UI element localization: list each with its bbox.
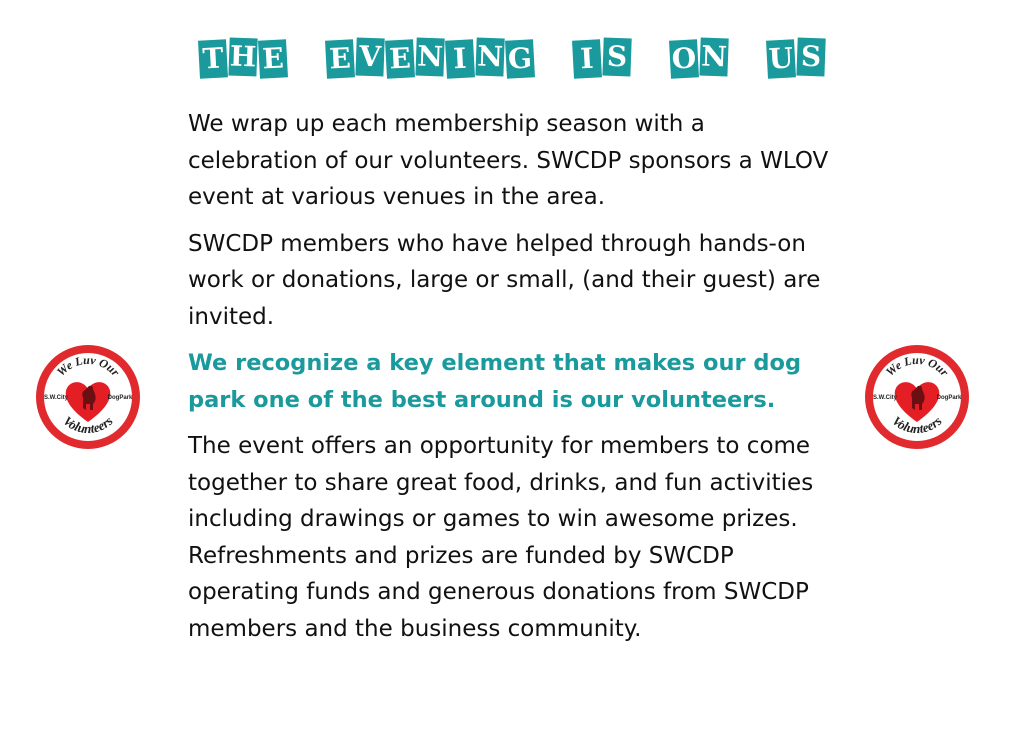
- volunteers-badge-left: [33, 342, 143, 452]
- title-letter-tile: E: [385, 39, 415, 78]
- badge-top-text: We Luv Our: [53, 352, 123, 379]
- title-letter-tile: G: [505, 39, 535, 78]
- title-word-1: [198, 40, 288, 78]
- title-letter-tile: S: [602, 38, 631, 77]
- title-word-5: [766, 40, 826, 78]
- page-title: [0, 40, 1024, 78]
- title-letter-tile: E: [325, 39, 355, 78]
- title-letter-tile: N: [415, 38, 444, 77]
- badge-right-text: DogPark: [107, 395, 133, 401]
- title-letter-tile: E: [258, 39, 288, 78]
- title-word-3: [572, 40, 632, 78]
- we-luv-our-volunteers-logo: [862, 342, 972, 452]
- title-letter-tile: T: [198, 39, 228, 78]
- title-word-2: [325, 40, 535, 78]
- badge-left-text: S.W.City: [43, 395, 69, 401]
- title-letter-tile: U: [766, 39, 796, 78]
- title-letter-tile: N: [475, 38, 504, 77]
- title-letter-tile: V: [355, 38, 384, 77]
- badge-bottom-text: Volunteers: [60, 413, 116, 437]
- paragraph-highlight: We recognize a key element that makes our dog park one of the best around is our volunteers.: [188, 350, 802, 413]
- badge-left-text: S.W.City: [872, 395, 898, 401]
- paragraph-invitees: SWCDP members who have helped through hands-on work or donations, large or small, (and their guest) are invited.: [188, 230, 821, 330]
- badge-bottom-text: Volunteers: [889, 413, 945, 437]
- title-letter-tile: H: [228, 38, 257, 77]
- badge-top-text: We Luv Our: [882, 352, 952, 379]
- paragraph-event-details: The event offers an opportunity for members to come together to share great food, drinks, and fun activities including drawings or games to win awesome prizes. Refreshments and prizes are funded by SWCDP operating funds and generous donations from SWCDP members and the business community.: [188, 433, 814, 642]
- title-letter-tile: I: [445, 39, 475, 78]
- title-letter-tile: I: [572, 39, 602, 78]
- title-letter-tile: S: [797, 38, 826, 77]
- paragraph-intro: We wrap up each membership season with a celebration of our volunteers. SWCDP sponsors a WLOV event at various venues in the area.: [188, 111, 829, 210]
- we-luv-our-volunteers-logo: [33, 342, 143, 452]
- main-content: [188, 106, 838, 657]
- title-letter-tile: O: [669, 39, 699, 78]
- volunteers-badge-right: [862, 342, 972, 452]
- badge-right-text: DogPark: [936, 395, 962, 401]
- title-word-4: [669, 40, 729, 78]
- title-letter-tile: N: [700, 38, 729, 77]
